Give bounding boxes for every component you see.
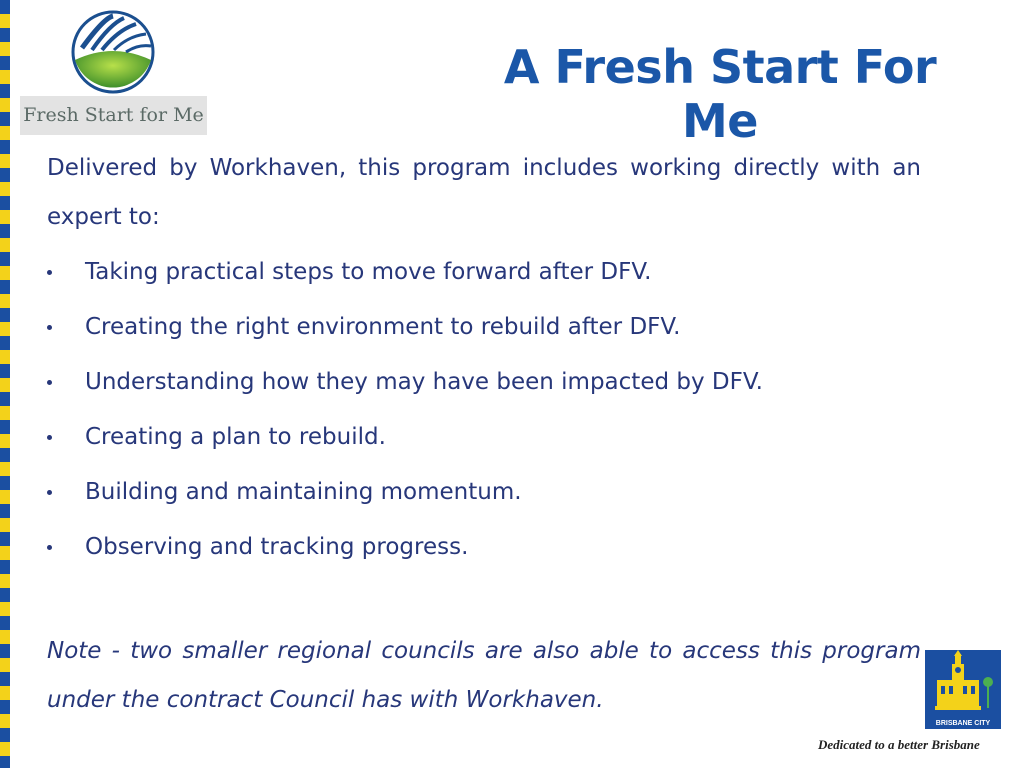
bullet-text: Understanding how they may have been impacted by DFV. — [85, 369, 763, 395]
side-stripe — [0, 0, 10, 768]
bullet-dot-icon — [47, 435, 52, 440]
page-title: A Fresh Start For Me — [503, 40, 937, 148]
bullet-text: Creating a plan to rebuild. — [85, 424, 386, 450]
bullet-text: Observing and tracking progress. — [85, 534, 469, 560]
bullet-dot-icon — [47, 270, 52, 275]
list-item — [47, 470, 927, 525]
bullet-dot-icon — [47, 380, 52, 385]
fresh-start-logo — [20, 4, 207, 135]
logo-caption: Fresh Start for Me — [23, 104, 204, 126]
list-item — [47, 305, 927, 360]
bullet-dot-icon — [47, 545, 52, 550]
council-tagline: Dedicated to a better Brisbane — [818, 737, 980, 752]
bullet-text: Building and maintaining momentum. — [85, 479, 522, 505]
list-item — [47, 525, 927, 580]
list-item — [47, 250, 927, 305]
brisbane-city-logo — [925, 650, 1001, 729]
bullet-text: Taking practical steps to move forward after DFV. — [85, 259, 652, 285]
council-label: BRISBANE CITY — [935, 720, 991, 727]
list-item — [47, 415, 927, 470]
note-paragraph: Note - two smaller regional councils are also able to access this program under the contract Council has with Workhaven. — [47, 638, 921, 713]
list-item — [47, 360, 927, 415]
intro-paragraph: Delivered by Workhaven, this program includes working directly with an expert to: — [47, 155, 921, 230]
fresh-start-emblem-icon — [64, 8, 162, 96]
bullet-list — [47, 250, 927, 580]
bullet-text: Creating the right environment to rebuild after DFV. — [85, 314, 681, 340]
city-hall-icon — [925, 650, 1001, 716]
logo-caption-bar — [20, 96, 207, 135]
bullet-dot-icon — [47, 325, 52, 330]
bullet-dot-icon — [47, 490, 52, 495]
